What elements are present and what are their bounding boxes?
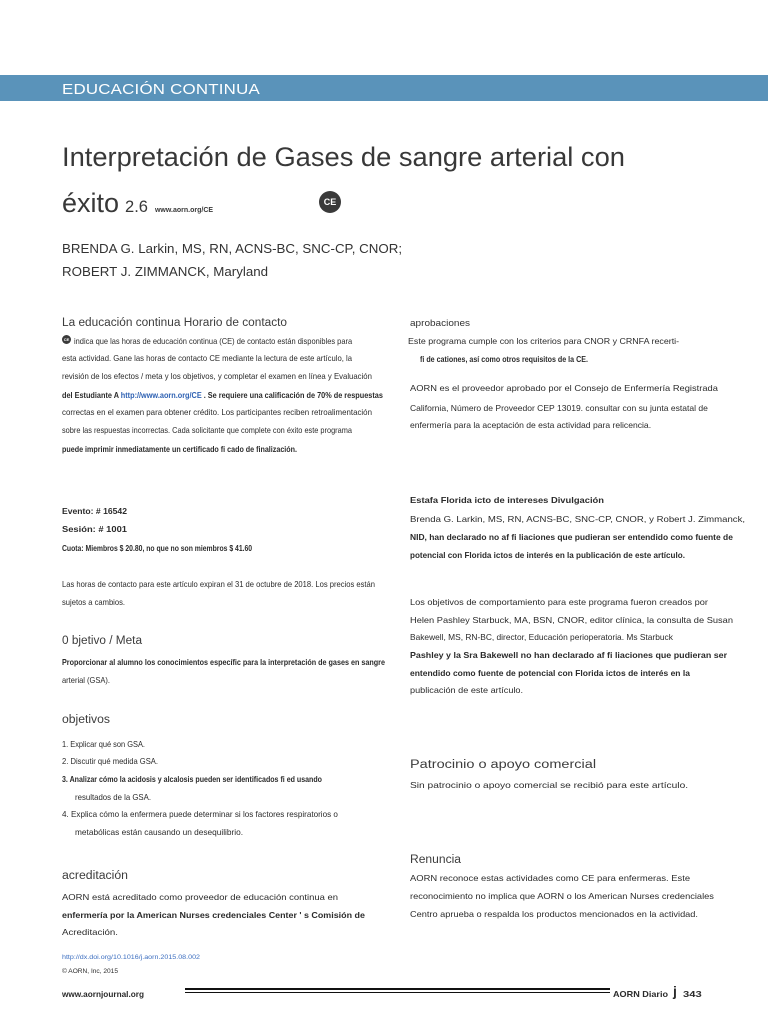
ce-icon-label: CE xyxy=(323,197,337,207)
disclaimer-heading: Renuncia xyxy=(410,854,462,866)
disclosure-text-line: Brenda G. Larkin, MS, RN, ACNS-BC, SNC-CP, CNOR, y Robert J. Zimmanck, xyxy=(410,514,746,524)
footer-journal-name: AORN Diario xyxy=(613,989,669,999)
disclaimer-text-line: Centro aprueba o respalda los productos mencionados en la actividad. xyxy=(410,909,698,919)
objective-item-continuation: resultados de la GSA. xyxy=(75,792,152,802)
goal-heading: 0 bjetivo / Meta xyxy=(62,635,143,647)
fee-info: Cuota: Miembros $ 20.80, no que no son miembros $ 41.60 xyxy=(62,543,253,553)
contact-hours-text-line xyxy=(62,389,383,401)
provider-text-line: enfermería para la aceptación de esta actividad para relicencia. xyxy=(410,420,652,430)
event-number: Evento: # 16542 xyxy=(62,506,127,516)
approvals-text-line: fi de cationes, así como otros requisitos de la CE. xyxy=(420,354,588,364)
footer-journal-logo: j xyxy=(673,983,677,999)
article-title-line-2 xyxy=(62,187,213,219)
contact-hours-text-line: sobre las respuestas incorrectas. Cada solicitante que complete con éxito este programa xyxy=(62,425,352,435)
disclosure-text-line: potencial con Florida ictos de interés en la publicación de este artículo. xyxy=(410,550,685,560)
contact-hours-text-line: indica que las horas de educación continua (CE) de contacto están disponibles para xyxy=(74,336,353,346)
article-title-word: éxito xyxy=(62,188,120,218)
page-number: 343 xyxy=(683,989,702,999)
accreditation-text-line: AORN está acreditado como proveedor de educación continua en xyxy=(62,892,339,902)
contact-hours-text-line: puede imprimir inmediatamente un certificado fi cado de finalización. xyxy=(62,444,297,454)
disclosure-heading: Estafa Florida icto de intereses Divulgación xyxy=(410,495,604,505)
contact-hours-value: 2.6 xyxy=(125,198,148,216)
article-title-line-1: Interpretación de Gases de sangre arterial con xyxy=(62,142,625,172)
approvals-text-line: Este programa cumple con los criterios para CNOR y CRNFA recerti- xyxy=(408,336,680,346)
goal-text-line: Proporcionar al alumno los conocimientos específic para la interpretación de gases en sangre xyxy=(62,657,385,667)
student-evaluation-text: del Estudiante A xyxy=(62,390,121,400)
accreditation-heading: acreditación xyxy=(62,870,128,882)
contact-hours-heading: La educación continua Horario de contacto xyxy=(62,317,287,329)
footer-rule xyxy=(185,988,610,990)
ce-small-icon xyxy=(62,335,71,344)
ce-evaluation-link[interactable]: http://www.aorn.org/CE xyxy=(120,390,202,400)
author-line: ROBERT J. ZIMMANCK, Maryland xyxy=(62,264,269,279)
objective-item: 1. Explicar qué son GSA. xyxy=(62,739,145,749)
disclaimer-text-line: AORN reconoce estas actividades como CE para enfermeras. Este xyxy=(410,873,691,883)
contact-hours-text-line: correctas en el examen para obtener crédito. Los participantes reciben retroalimentación xyxy=(62,407,372,417)
behavioral-objectives-line: publicación de este artículo. xyxy=(410,685,524,695)
sponsorship-text: Sin patrocinio o apoyo comercial se recibió para este artículo. xyxy=(410,780,689,790)
ce-small-icon-label: CE xyxy=(63,337,70,342)
goal-text-line: arterial (GSA). xyxy=(62,675,110,685)
footer-rule-thin xyxy=(185,992,610,993)
behavioral-objectives-line: Bakewell, MS, RN-BC, director, Educación perioperatoria. Ms Starbuck xyxy=(410,632,673,642)
doi-link[interactable]: http://dx.doi.org/10.1016/j.aorn.2015.08.002 xyxy=(62,954,200,961)
objectives-heading: objetivos xyxy=(62,714,110,726)
provider-text-line: AORN es el proveedor aprobado por el Consejo de Enfermería Registrada xyxy=(410,383,718,393)
ce-icon xyxy=(319,191,341,213)
passing-score-text: . Se requiere una calificación de 70% de respuestas xyxy=(201,390,383,400)
section-label: EDUCACIÓN CONTINUA xyxy=(62,81,260,98)
behavioral-objectives-line: Los objetivos de comportamiento para este programa fueron creados por xyxy=(410,597,708,607)
accreditation-text-line: enfermería por la American Nurses credenciales Center ' s Comisión de xyxy=(62,910,365,920)
ce-link[interactable]: www.aorn.org/CE xyxy=(154,207,214,214)
behavioral-objectives-line: Helen Pashley Starbuck, MA, BSN, CNOR, editor clínica, la consulta de Susan xyxy=(410,615,733,625)
behavioral-objectives-line: entendido como fuente de potencial con Florida ictos de interés en la xyxy=(410,668,690,678)
expiration-note-line: sujetos a cambios. xyxy=(62,597,126,607)
disclaimer-text-line: reconocimiento no implica que AORN o los American Nurses credenciales xyxy=(410,891,714,901)
sponsorship-heading: Patrocinio o apoyo comercial xyxy=(410,759,597,771)
contact-hours-text-line: revisión de los efectos / meta y los objetivos, y completar el examen en línea y Evaluación xyxy=(62,371,372,381)
objective-item: 2. Discutir qué medida GSA. xyxy=(62,756,158,766)
approvals-heading: aprobaciones xyxy=(410,318,471,329)
session-number: Sesión: # 1001 xyxy=(62,524,127,534)
objective-item: 4. Explica cómo la enfermera puede determinar si los factores respiratorios o xyxy=(62,809,338,819)
footer-website[interactable]: www.aornjournal.org xyxy=(62,989,145,999)
objective-item: 3. Analizar cómo la acidosis y alcalosis pueden ser identificados fi ed usando xyxy=(62,774,322,784)
accreditation-text-line: Acreditación. xyxy=(62,927,118,937)
expiration-note-line: Las horas de contacto para este artículo expiran el 31 de octubre de 2018. Los precios están xyxy=(62,579,375,589)
copyright-notice: © AORN, Inc, 2015 xyxy=(62,968,118,975)
author-line: BRENDA G. Larkin, MS, RN, ACNS-BC, SNC-CP, CNOR; xyxy=(62,241,403,256)
disclosure-text-line: NID, han declarado no af fi liaciones que pudieran ser entendido como fuente de xyxy=(410,532,733,542)
contact-hours-text-line: esta actividad. Gane las horas de contacto CE mediante la lectura de este artículo, la xyxy=(62,353,352,363)
provider-text-line: California, Número de Proveedor CEP 13019. consultar con su junta estatal de xyxy=(410,403,708,413)
behavioral-objectives-line: Pashley y la Sra Bakewell no han declarado af fi liaciones que pudieran ser xyxy=(410,650,728,660)
objective-item-continuation: metabólicas están causando un desequilibrio. xyxy=(75,827,244,837)
